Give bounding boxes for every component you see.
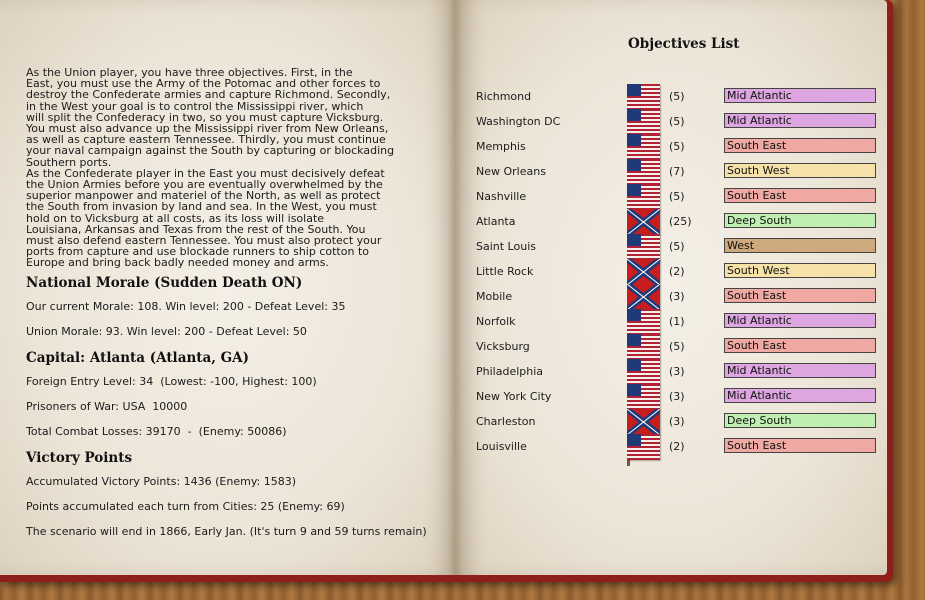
objective-region-badge: Mid Atlantic [724,363,876,378]
usa-flag [627,184,660,210]
objective-points: (5) [669,90,685,103]
objective-points: (5) [669,115,685,128]
objective-row[interactable] [476,386,876,411]
objective-city: Charleston [476,415,536,428]
vp-per-turn-text: Points accumulated each turn from Cities: 25 (Enemy: 69) [26,500,345,513]
capital-heading: Capital: Atlanta (Atlanta, GA) [26,350,250,366]
objective-region-badge: South East [724,438,876,453]
objective-city: Nashville [476,190,527,203]
objective-row[interactable] [476,86,876,111]
objective-region-badge: Mid Atlantic [724,113,876,128]
union-morale-text: Union Morale: 93. Win level: 200 - Defeat Level: 50 [26,325,307,338]
victory-points-heading: Victory Points [26,450,133,466]
objectives-description: As the Union player, you have three objectives. First, in the East, you must use the Army of the Potomac and other forces to destroy the Confederate armies and capture Richmond. Secondly, in the West your goal is to control the Mississippi river, which will split the Confederacy in two, so you must capture Vicksburg. You must also advance up the Mississippi river from New Orleans, as well as capture eastern Tennessee. Thirdly, you must continue your naval campaign against the South by capturing or blockading Southern ports. As the Confederate player in the East you must decisively defeat the Union Armies before you are eventually overwhelmed by the superior manpower and materiel of the North, as well as protect the South from invasion by land and sea. In the West, you must hold on to Vicksburg at all costs, as its loss will isolate Louisiana, Arkansas and Texas from the rest of the South. You must also defend eastern Tennessee. You must also protect your ports from capture and use blockade runners to ship cotton to Europe and bring back badly needed money and arms. [26,66,395,270]
objective-region-badge: Mid Atlantic [724,388,876,403]
objective-row[interactable] [476,311,876,336]
objective-region-badge: South East [724,188,876,203]
objective-row[interactable] [476,361,876,386]
usa-flag [627,134,660,160]
objective-points: (2) [669,440,685,453]
objective-city: New Orleans [476,165,546,178]
objective-points: (3) [669,390,685,403]
objectives-list-title: Objectives List [628,36,740,52]
usa-flag [627,234,660,260]
objective-region-badge: South West [724,163,876,178]
objective-row[interactable] [476,211,876,236]
csa-flag [627,284,660,310]
objective-city: Richmond [476,90,532,103]
objective-region-badge: Deep South [724,213,876,228]
objective-city: Mobile [476,290,513,303]
csa-flag [627,209,660,235]
objective-region-badge: South East [724,338,876,353]
national-morale-heading: National Morale (Sudden Death ON) [26,275,303,291]
usa-flag [627,159,660,185]
objective-region-badge: South West [724,263,876,278]
objective-city: Washington DC [476,115,561,128]
objective-city: Philadelphia [476,365,544,378]
objective-row[interactable] [476,111,876,136]
objective-city: Atlanta [476,215,516,228]
objective-region-badge: South East [724,138,876,153]
usa-flag [627,84,660,110]
objective-points: (5) [669,240,685,253]
usa-flag [627,434,660,460]
objective-row[interactable] [476,161,876,186]
objective-row[interactable] [476,236,876,261]
usa-flag [627,109,660,135]
accumulated-vp-text: Accumulated Victory Points: 1436 (Enemy: 1583) [26,475,297,488]
prisoners-of-war-text: Prisoners of War: USA 10000 [26,400,188,413]
usa-flag [627,309,660,335]
objective-city: Louisville [476,440,527,453]
scenario-end-text: The scenario will end in 1866, Early Jan. (It's turn 9 and 59 turns remain) [26,525,427,538]
objective-points: (3) [669,415,685,428]
objective-row[interactable] [476,136,876,161]
objective-points: (5) [669,140,685,153]
objective-points: (3) [669,290,685,303]
objective-region-badge: Mid Atlantic [724,88,876,103]
usa-flag [627,359,660,385]
book-spine [448,0,462,575]
our-morale-text: Our current Morale: 108. Win level: 200 - Defeat Level: 35 [26,300,346,313]
objective-points: (5) [669,340,685,353]
objective-region-badge: Mid Atlantic [724,313,876,328]
usa-flag [627,384,660,410]
combat-losses-text: Total Combat Losses: 39170 - (Enemy: 50086) [26,425,287,438]
csa-flag [627,409,660,435]
objective-city: Memphis [476,140,526,153]
objective-region-badge: Deep South [724,413,876,428]
objective-row[interactable] [476,436,876,461]
objective-city: Saint Louis [476,240,536,253]
objective-city: Norfolk [476,315,516,328]
objective-city: Vicksburg [476,340,530,353]
objective-points: (7) [669,165,685,178]
objective-row[interactable] [476,186,876,211]
usa-flag [627,334,660,360]
objective-row[interactable] [476,336,876,361]
objective-region-badge: West [724,238,876,253]
objective-points: (25) [669,215,692,228]
objective-city: Little Rock [476,265,534,278]
objective-points: (2) [669,265,685,278]
objective-city: New York City [476,390,552,403]
foreign-entry-text: Foreign Entry Level: 34 (Lowest: -100, Highest: 100) [26,375,317,388]
left-page [0,0,455,575]
objective-points: (5) [669,190,685,203]
objective-row[interactable] [476,411,876,436]
csa-flag [627,259,660,285]
objective-region-badge: South East [724,288,876,303]
objective-points: (3) [669,365,685,378]
objective-row[interactable] [476,261,876,286]
objective-row[interactable] [476,286,876,311]
objective-points: (1) [669,315,685,328]
